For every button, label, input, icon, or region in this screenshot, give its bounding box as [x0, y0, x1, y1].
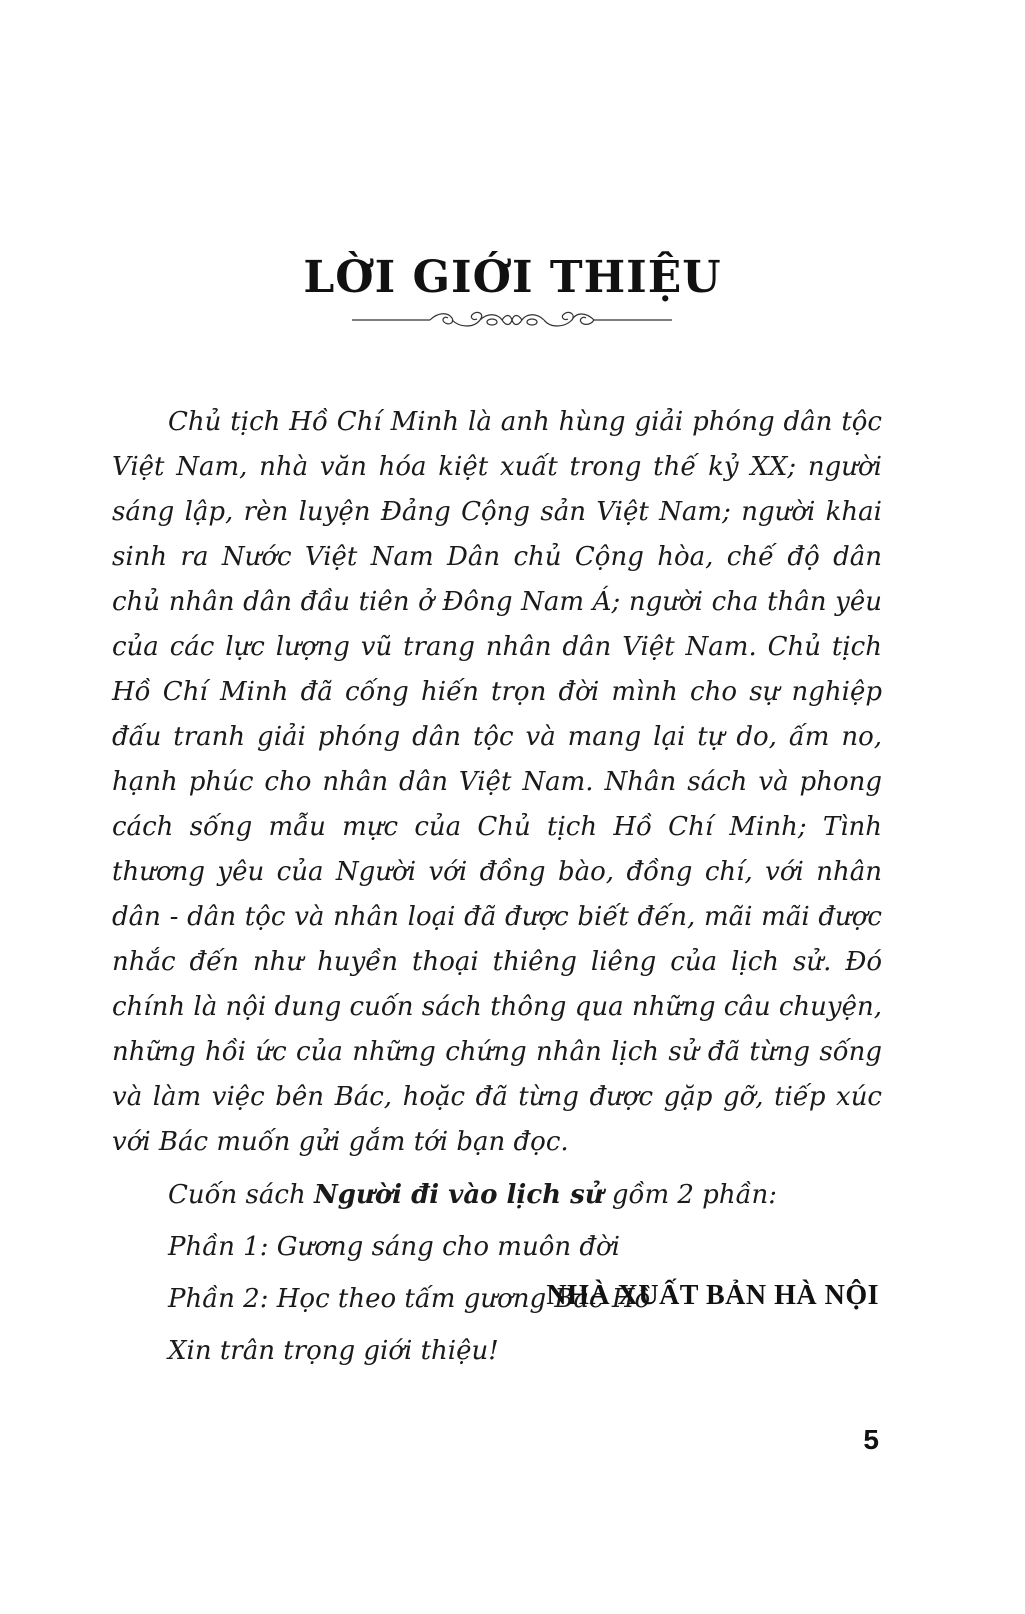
publisher-signature: NHÀ XUẤT BẢN HÀ NỘI	[546, 1280, 879, 1311]
book-contents-line	[112, 1169, 882, 1221]
part-1-line: Phần 1: Gương sáng cho muôn đời	[168, 1232, 620, 1262]
intro-paragraph: Chủ tịch Hồ Chí Minh là anh hùng giải phóng dân tộc Việt Nam, nhà văn hóa kiệt xuất trong thế kỷ XX; người sáng lập, rèn luyện Đảng Cộng sản Việt Nam; người khai sinh ra Nước Việt Nam Dân chủ Cộng hòa, chế độ dân chủ nhân dân đầu tiên ở Đông Nam Á; người cha thân yêu của các lực lượng vũ trang nhân dân Việt Nam. Chủ tịch Hồ Chí Minh đã cống hiến trọn đời mình cho sự nghiệp đấu tranh giải phóng dân tộc và mang lại tự do, ấm no, hạnh phúc cho nhân dân Việt Nam. Nhân sách và phong cách sống mẫu mực của Chủ tịch Hồ Chí Minh; Tình thương yêu của Người với đồng bào, đồng chí, với nhân dân - dân tộc và nhân loại đã được biết đến, mãi mãi được nhắc đến như huyền thoại thiêng liêng của lịch sử. Đó chính là nội dung cuốn sách thông qua những câu chuyện, những hồi ức của những chứng nhân lịch sử đã từng sống và làm việc bên Bác, hoặc đã từng được gặp gỡ, tiếp xúc với Bác muốn gửi gắm tới bạn đọc.	[112, 407, 882, 1157]
book-line-suffix: gồm 2 phần:	[603, 1180, 778, 1210]
part-2-line: Phần 2: Học theo tấm gương Bác Hồ	[168, 1284, 651, 1314]
page-title: LỜI GIỚI THIỆU	[303, 252, 722, 303]
introduction-body	[112, 400, 882, 1377]
page-number: 5	[863, 1424, 879, 1455]
closing-line: Xin trân trọng giới thiệu!	[168, 1336, 499, 1366]
scroll-flourish-divider-icon	[352, 308, 672, 332]
book-line-prefix: Cuốn sách	[168, 1180, 314, 1210]
book-title: Người đi vào lịch sử	[313, 1180, 604, 1210]
